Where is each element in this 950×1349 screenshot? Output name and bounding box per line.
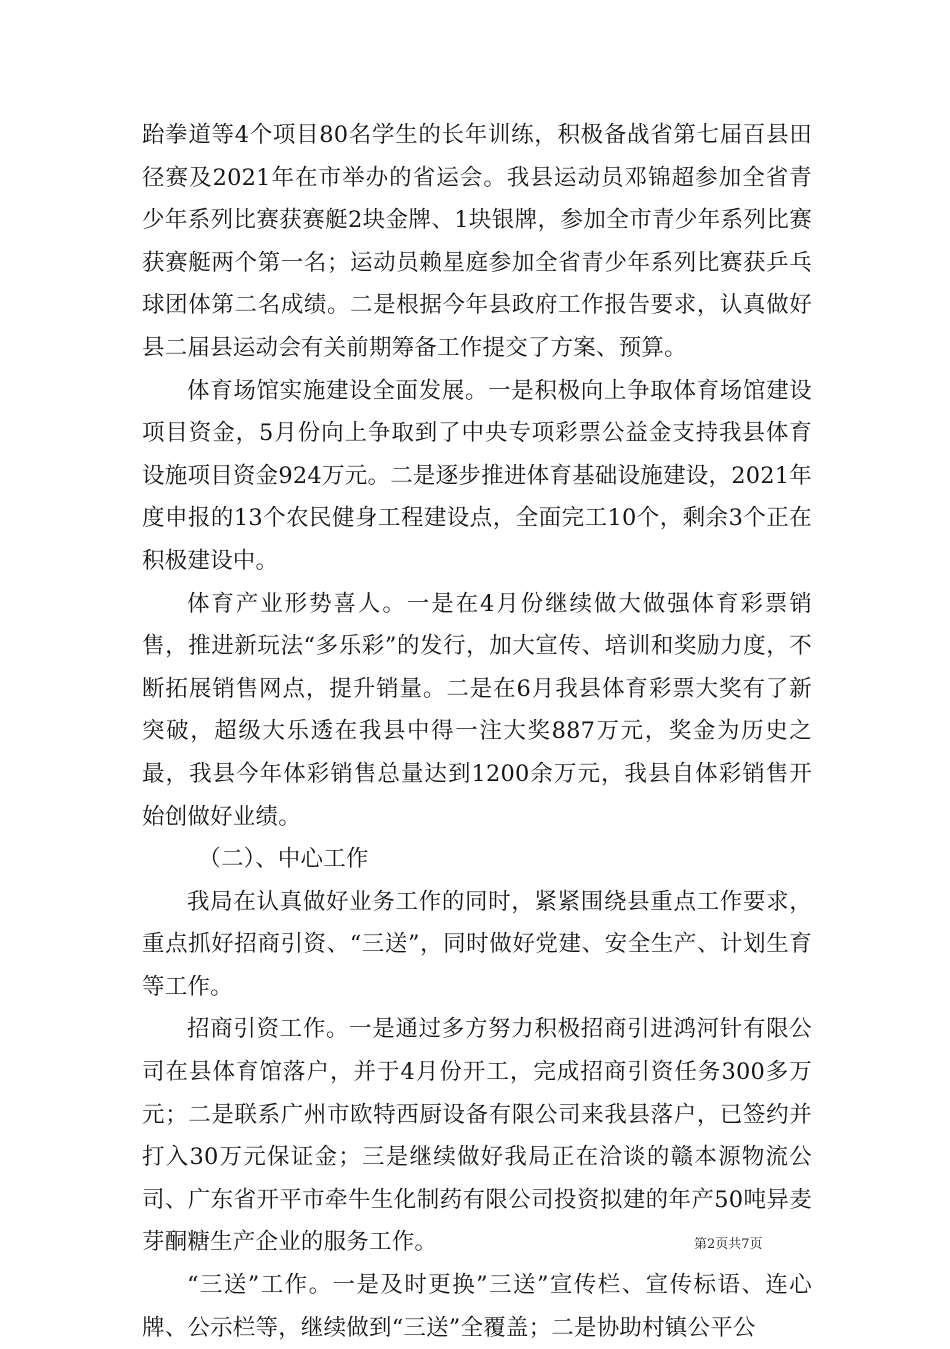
paragraph-industry: 体育产业形势喜人。一是在4月份继续做大做强体育彩票销售，推进新玩法“多乐彩”的发行，加大宣传、培训和奖励力度，不断拓展销售网点，提升销量。二是在6月我县体育彩票大奖有了新突破，超级大乐透在我县中得一注大奖887万元，奖金为历史之最，我县今年体彩销售总量达到1200余万元，我县自体彩销售开始创做好业绩。 bbox=[142, 590, 812, 830]
paragraph-venues: 体育场馆实施建设全面发展。一是积极向上争取体育场馆建设项目资金，5月份向上争取到了中央专项彩票公益金支持我县体育设施项目资金924万元。二是逐步推进体育基础设施建设，2021年度申报的13个农民健身工程建设点，全面完工10个，剩余3个正在积极建设中。 bbox=[142, 377, 812, 574]
paragraph-central-intro: 我局在认真做好业务工作的同时，紧紧围绕县重点工作要求，重点抓好招商引资、“三送”，同时做好党建、安全生产、计划生育等工作。 bbox=[142, 888, 812, 1000]
paragraph-three-sends: “三送”工作。一是及时更换”三送”宣传栏、宣传标语、连心牌、公示栏等，继续做到“三送”全覆盖；二是协助村镇公平公 bbox=[142, 1272, 812, 1341]
paragraph-training: 跆拳道等4个项目80名学生的长年训练，积极备战省第七届百县田径赛及2021年在市举办的省运会。我县运动员邓锦超参加全省青少年系列比赛获赛艇2块金牌、1块银牌，参加全市青少年系列比赛获赛艇两个第一名；运动员赖星庭参加全省青少年系列比赛获乒乓球团体第二名成绩。二是根据今年县政府工作报告要求，认真做好县二届县运动会有关前期筹备工作提交了方案、预算。 bbox=[142, 122, 812, 361]
page-number-footer: 第2页共7页 bbox=[694, 1237, 763, 1252]
section-heading-central-work: （二）、中心工作 bbox=[198, 846, 369, 873]
paragraph-investment: 招商引资工作。一是通过多方努力积极招商引进鸿河针有限公司在县体育馆落户，并于4月份开工，完成招商引资任务300多万元；二是联系广州市欧特西厨设备有限公司来我县落户，已签约并打入30万元保证金；三是继续做好我局正在洽谈的赣本源物流公司、广东省开平市牵牛生化制药有限公司投资拟建的年产50吨异麦芽酮糖生产企业的服务工作。 bbox=[142, 1016, 812, 1256]
document-body bbox=[142, 114, 812, 1349]
